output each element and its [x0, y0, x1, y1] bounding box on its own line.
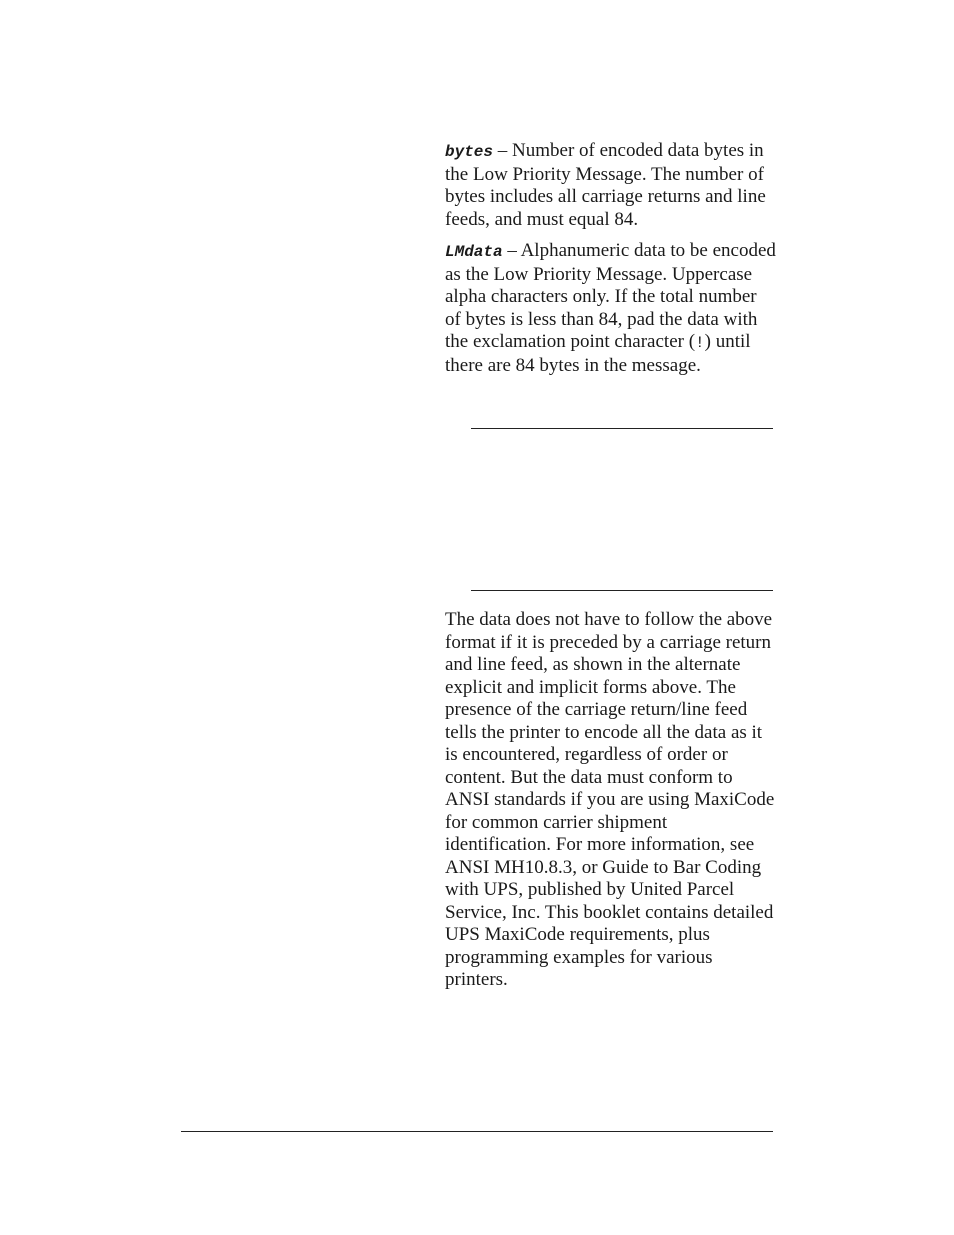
exclamation-symbol: !	[695, 334, 705, 352]
param-bytes-dash: –	[493, 140, 513, 161]
param-lmdata-description-start: Alphanumeric data to be encoded as the Low Priority Message. Uppercase alpha characters only. If the total number of bytes is less than 84, pad the data with the exclamation point character (	[445, 240, 776, 352]
param-definitions	[445, 140, 777, 377]
param-bytes	[445, 140, 777, 231]
footer-rule	[181, 1131, 773, 1132]
note-top-rule	[471, 428, 773, 429]
param-lmdata	[445, 240, 777, 377]
body-text	[445, 609, 777, 992]
param-lmdata-dash: –	[502, 240, 521, 261]
note-bottom-rule	[471, 590, 773, 591]
param-lmdata-term: LMdata	[445, 243, 503, 261]
param-bytes-description: Number of encoded data bytes in the Low Priority Message. The number of bytes includes all carriage returns and line feeds, and must equal 84.	[445, 140, 766, 230]
body-paragraph: The data does not have to follow the above format if it is preceded by a carriage return and line feed, as shown in the alternate explicit and implicit forms above. The presence of the carriage return/line feed tells the printer to encode all the data as it is encountered, regardless of order or content. But the data must conform to ANSI standards if you are using MaxiCode for common carrier shipment identification. For more information, see ANSI MH10.8.3, or Guide to Bar Coding with UPS, published by United Parcel Service, Inc. This booklet contains detailed UPS MaxiCode requirements, plus programming examples for various printers.	[445, 609, 775, 990]
param-lmdata-description-end: ) until there are 84 bytes in the message.	[445, 331, 751, 376]
param-bytes-term: bytes	[445, 143, 494, 161]
